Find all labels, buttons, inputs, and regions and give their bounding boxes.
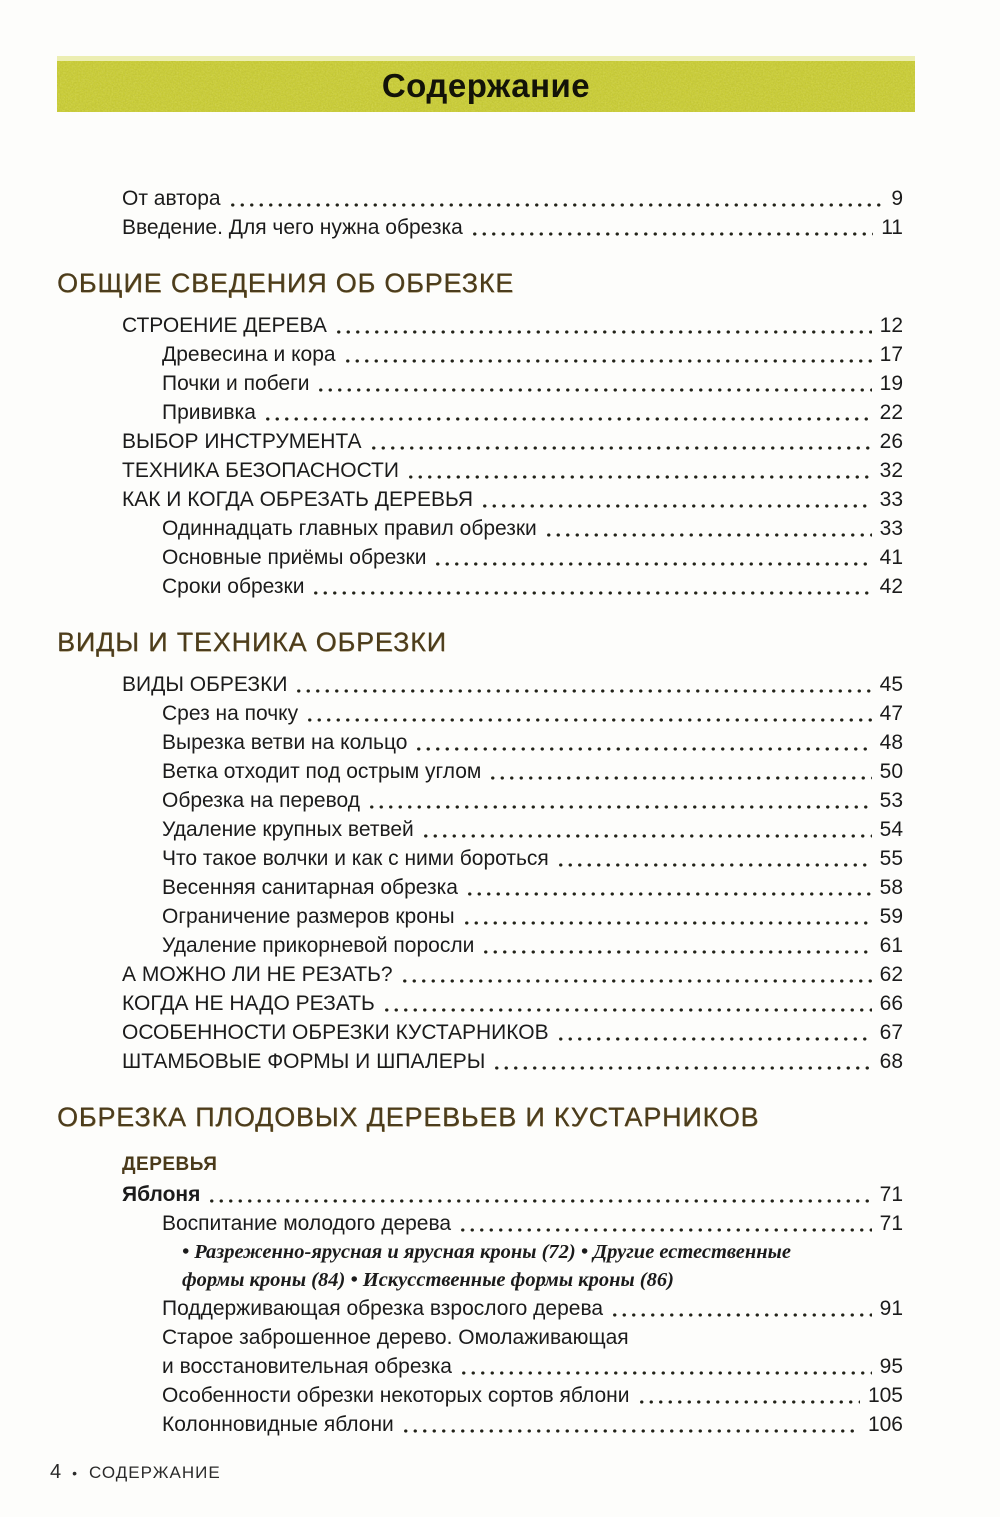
dot-leader [470, 213, 873, 242]
toc-entry [57, 902, 903, 931]
dot-leader [228, 184, 884, 213]
toc-entry-label: Прививка [162, 401, 256, 424]
toc-entry-label: Удаление крупных ветвей [162, 818, 414, 841]
dot-leader [369, 427, 872, 456]
dot-leader [544, 514, 872, 543]
toc-entry-page: 54 [879, 818, 903, 841]
toc-entry-label: Вырезка ветви на кольцо [162, 731, 408, 754]
toc-entry-page: 66 [879, 992, 903, 1015]
dot-leader [556, 844, 872, 873]
toc-entry-page: 55 [879, 847, 903, 870]
toc-entry-label: КОГДА НЕ НАДО РЕЗАТЬ [122, 992, 375, 1015]
dot-leader [343, 340, 872, 369]
dot-leader [480, 485, 872, 514]
footer-label: СОДЕРЖАНИЕ [89, 1462, 221, 1482]
toc-entry-page: 59 [879, 905, 903, 928]
toc-entry [57, 844, 903, 873]
dot-leader [316, 369, 871, 398]
toc-entry-label: ВЫБОР ИНСТРУМЕНТА [122, 430, 362, 453]
footer-bullet-icon: • [72, 1464, 79, 1481]
dot-leader [311, 572, 871, 601]
toc-entry-label: Воспитание молодого дерева [162, 1212, 452, 1235]
toc-entry-label: А МОЖНО ЛИ НЕ РЕЗАТЬ? [122, 963, 393, 986]
dot-leader [334, 311, 872, 340]
dot-leader [263, 398, 872, 427]
toc-entry-page: 95 [879, 1355, 903, 1378]
dot-leader [637, 1381, 860, 1410]
toc-entry [57, 1018, 903, 1047]
toc-entry [57, 699, 903, 728]
toc-entry-label: формы кроны (84) • Искусственные формы кроны (86) [182, 1269, 674, 1291]
toc-entry-label: КАК И КОГДА ОБРЕЗАТЬ ДЕРЕВЬЯ [122, 488, 474, 511]
toc-entry-page: 62 [879, 963, 903, 986]
toc-entry [57, 340, 903, 369]
toc-entry [57, 1294, 903, 1323]
toc-entry-label: и восстановительная обрезка [162, 1355, 452, 1378]
toc-entry-page: 68 [879, 1050, 903, 1073]
toc-entry [57, 398, 903, 427]
toc-entry [57, 873, 903, 902]
dot-leader [459, 1352, 872, 1381]
toc-entry-label: ВИДЫ И ТЕХНИКА ОБРЕЗКИ [57, 627, 447, 657]
toc-entry-label: Яблоня [122, 1183, 201, 1206]
toc-entry-label: Срез на почку [162, 702, 299, 725]
toc-entry-page: 71 [879, 1212, 903, 1235]
toc-entry [57, 1381, 903, 1410]
toc-entry-page: 53 [879, 789, 903, 812]
toc-entry-label: От автора [122, 187, 221, 210]
toc-entry [57, 1323, 903, 1352]
toc-entry-label: ОБЩИЕ СВЕДЕНИЯ ОБ ОБРЕЗКЕ [57, 268, 515, 298]
toc-entry [57, 369, 903, 398]
toc-entry-page: 106 [867, 1413, 903, 1436]
toc-entry-label: Основные приёмы обрезки [162, 546, 427, 569]
toc-entry-label: Сроки обрезки [162, 575, 305, 598]
toc-entry [57, 543, 903, 572]
toc-entry [57, 960, 903, 989]
toc-section-header [57, 624, 903, 660]
dot-leader [305, 699, 872, 728]
dot-leader [433, 543, 871, 572]
toc-entry-page: 42 [879, 575, 903, 598]
toc-entry-label: Что такое волчки и как с ними бороться [162, 847, 549, 870]
toc-entry-page: 91 [879, 1297, 903, 1320]
toc-entry [57, 931, 903, 960]
toc-section-header [57, 265, 903, 301]
dot-leader [401, 1410, 860, 1439]
toc-entry-page: 71 [879, 1183, 903, 1206]
toc-entry-page: 12 [879, 314, 903, 337]
toc-entry [57, 311, 903, 340]
toc-entry-page: 48 [879, 731, 903, 754]
toc-entry-page: 67 [879, 1021, 903, 1044]
toc-entry-page: 45 [879, 673, 903, 696]
toc-entry [57, 485, 903, 514]
toc-entry-page: 32 [879, 459, 903, 482]
toc-entry [57, 1180, 903, 1209]
toc-entry-label: Особенности обрезки некоторых сортов яблони [162, 1384, 630, 1407]
toc-section-header [57, 1099, 903, 1135]
toc-entry [57, 728, 903, 757]
toc-entry-page: 47 [879, 702, 903, 725]
toc-entry-label: Весенняя санитарная обрезка [162, 876, 458, 899]
dot-leader [481, 931, 871, 960]
toc-entry [57, 757, 903, 786]
toc-entry-page: 17 [879, 343, 903, 366]
toc-entry-label: Удаление прикорневой поросли [162, 934, 475, 957]
dot-leader [367, 786, 872, 815]
toc-entry-page: 33 [879, 488, 903, 511]
toc-entry-label: ТЕХНИКА БЕЗОПАСНОСТИ [122, 459, 399, 482]
toc-entry-label: Почки и побеги [162, 372, 310, 395]
toc-entry-label: ОБРЕЗКА ПЛОДОВЫХ ДЕРЕВЬЕВ И КУСТАРНИКОВ [57, 1102, 760, 1132]
toc-entry [57, 456, 903, 485]
toc-entry [57, 1047, 903, 1076]
toc-entry-label: Старое заброшенное дерево. Омолаживающая [162, 1326, 629, 1349]
dot-leader [556, 1018, 872, 1047]
toc-entry-page: 50 [879, 760, 903, 783]
footer-page-number: 4 [50, 1461, 62, 1483]
toc-entry-label: Одиннадцать главных правил обрезки [162, 517, 537, 540]
toc-entry-page: 58 [879, 876, 903, 899]
toc-entry [57, 1150, 903, 1180]
dot-leader [610, 1294, 872, 1323]
toc-entry-label: Ограничение размеров кроны [162, 905, 455, 928]
toc-entry-page: 9 [891, 187, 903, 210]
dot-leader [294, 670, 871, 699]
toc-entry-page: 105 [867, 1384, 903, 1407]
toc-entry-page: 61 [879, 934, 903, 957]
dot-leader [400, 960, 872, 989]
dot-leader [458, 1209, 872, 1238]
toc-entry [57, 572, 903, 601]
toc-entry [57, 427, 903, 456]
toc-entry-label: ШТАМБОВЫЕ ФОРМЫ И ШПАЛЕРЫ [122, 1050, 486, 1073]
dot-leader [465, 873, 872, 902]
toc-entry [57, 670, 903, 699]
toc-entry-label: СТРОЕНИЕ ДЕРЕВА [122, 314, 327, 337]
toc-list [57, 112, 903, 1439]
toc-entry [57, 213, 903, 242]
contents-banner [57, 56, 915, 112]
toc-entry [57, 514, 903, 543]
toc-entry-page: 33 [879, 517, 903, 540]
toc-entry-label: Колонновидные яблони [162, 1413, 394, 1436]
toc-entry [57, 1266, 903, 1294]
toc-entry-label: • Разреженно-ярусная и ярусная кроны (72) • Другие естественные [182, 1241, 791, 1263]
dot-leader [492, 1047, 871, 1076]
toc-entry-page: 41 [879, 546, 903, 569]
toc-entry-label: ДЕРЕВЬЯ [122, 1154, 218, 1175]
toc-entry-label: Древесина и кора [162, 343, 336, 366]
toc-entry [57, 1352, 903, 1381]
toc-entry [57, 815, 903, 844]
toc-entry-label: ВИДЫ ОБРЕЗКИ [122, 673, 288, 696]
dot-leader [421, 815, 872, 844]
toc-entry [57, 989, 903, 1018]
toc-entry-page: 11 [881, 216, 903, 239]
dot-leader [406, 456, 872, 485]
toc-entry-label: ОСОБЕННОСТИ ОБРЕЗКИ КУСТАРНИКОВ [122, 1021, 549, 1044]
toc-entry [57, 1238, 903, 1266]
toc-entry [57, 1209, 903, 1238]
dot-leader [488, 757, 871, 786]
toc-entry-label: Поддерживающая обрезка взрослого дерева [162, 1297, 604, 1320]
dot-leader [462, 902, 872, 931]
dot-leader [414, 728, 871, 757]
page-footer [50, 1461, 221, 1484]
toc-entry-label: Ветка отходит под острым углом [162, 760, 482, 783]
toc-entry-label: Обрезка на перевод [162, 789, 360, 812]
dot-leader [207, 1180, 871, 1209]
toc-entry [57, 184, 903, 213]
toc-entry-page: 26 [879, 430, 903, 453]
dot-leader [382, 989, 872, 1018]
page-title: Содержание [381, 67, 591, 104]
toc-entry-label: Введение. Для чего нужна обрезка [122, 216, 463, 239]
toc-entry-page: 19 [879, 372, 903, 395]
toc-entry [57, 1410, 903, 1439]
toc-entry-page: 22 [879, 401, 903, 424]
toc-entry [57, 786, 903, 815]
